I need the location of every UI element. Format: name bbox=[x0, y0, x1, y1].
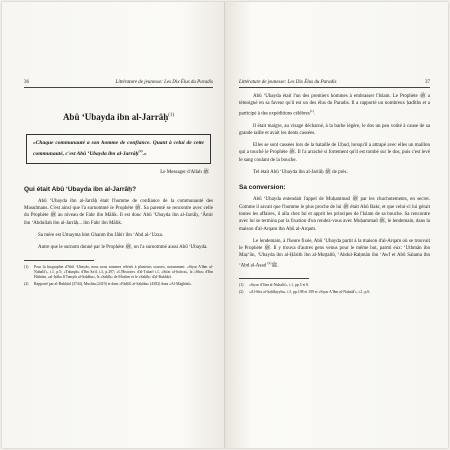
footnote bbox=[24, 282, 213, 287]
right-page bbox=[225, 2, 448, 448]
book-spread bbox=[2, 2, 448, 448]
section-heading-who: Qui était Abû ‘Ubayda ibn al-Jarrâḥ? bbox=[24, 185, 137, 193]
quote-attribution: Le Messager d'Allah ﷺ bbox=[160, 169, 209, 175]
footnote-text: Pour la biographie d'Abû ‘Ubayda, nous nous sommes référés à plusieurs sources, notamment: «Siyar A'lâm al-Nubalâ'», t.1, p.5; «Ṭabaqât» d'Ibn Sa'd, t.3, p.297; «L'Histoire» d'al-Ṭabarî t.1, «Ṣifat al-Ṣafwa», la «Sîra» d'Ibn Hishâm, «al-Iṣâba fî Tamyîz al-Ṣaḥâba», le «Ṣaḥîḥ» de Muslim et le «Ṣaḥîḥ» d'al-Bukhârî. bbox=[34, 264, 213, 279]
paragraph: Autre que le surnom donné par le Prophète ﷺ, on l'a surnommé aussi Abû ‘Ubayda. bbox=[38, 245, 208, 251]
right-running-title: Littérature de jeunesse: Les Dix Élus du Paradis bbox=[239, 80, 337, 85]
paragraph bbox=[239, 238, 430, 270]
left-footnotes bbox=[24, 265, 213, 287]
paragraph bbox=[239, 93, 430, 118]
left-running-title: Littérature de jeunesse: Les Dix Élus du Paradis bbox=[115, 80, 213, 85]
paragraph-text: Le lendemain, à l'heure fixée, Abû ‘Ubayda partit à la maison d'al-Arqam où se trouvait le Prophète ﷺ. Il y trouva d'autres gens venus pour le même but, parmi eux: ‘Uthmân ibn Maẓ‘ûn, ‘Ubayda ibn al-Ḥârith ibn al-Muṭṭalib, ‘Abdul-Raḥmân ibn ‘Awf et Abû Salama ibn ‘Abd al-Asad ﷺ bbox=[239, 238, 430, 269]
paragraph: Abû ‘Ubayda ibn al-Jarrâḥ était l'homme de confiance de la communauté des Musulmans. C'est ainsi que l'a surnommé le Prophète ﷺ. Sa parenté se rencontre avec celle du Prophète ﷺ au niveau de Fahr ibn Mâlik. Il est donc Abû ‘Ubayda ibn al-Jarrâḥ, ‘Âmir ibn ‘Abdullah ibn al-Jarrâḥ... ibn Fahr ibn Mâlik. bbox=[24, 198, 213, 226]
left-page bbox=[2, 2, 225, 448]
footnote-ref: (2) bbox=[267, 260, 272, 265]
paragraph: Tel était Abû ‘Ubayda ibn al-Jarrâḥ ﷺ de près. bbox=[253, 170, 348, 176]
paragraph-end: . bbox=[277, 263, 279, 269]
paragraph-text: Abû ‘Ubayda était l'un des premiers hommes à embrasser l'Islam. Le Prophète ﷺ a témoigné en sa faveur qu'il est un des élus du Paradis. Il a rapporté un nombreux ḥadîths et a participé à des expéditions célèbres bbox=[239, 94, 430, 117]
footnote-divider bbox=[239, 278, 309, 279]
hadith-quote-text: «Chaque communauté a son homme de confiance. Quant à celui de cette communauté, c'est Abû ‘Ubayda ibn al-Jarrâḥ bbox=[33, 140, 204, 157]
paragraph: Il était maigre, au visage décharné, à la barbe légère, le dos un peu voûté à cause de sa grande taille et avait les dents cassées. bbox=[239, 123, 430, 136]
footnote-number: (2) bbox=[239, 289, 244, 294]
footnote-number: (1) bbox=[239, 282, 244, 287]
footnote-number: (1) bbox=[24, 264, 29, 269]
right-page-number: 37 bbox=[425, 80, 430, 85]
footnote-text: «Siyar A'lâm al-Nubalâ'», t.1, pp.5 et 8. bbox=[249, 282, 310, 287]
paragraph: Abû ‘Ubayda entendait l'appel de Muḥammad ﷺ par les chuchotements, en secret. Comme il savait que l'homme le plus proche de lui ﷺ était Abû Bakr, et que celui-ci lui gérait toutes les affaires, il alla chez lui et apprit les principes de l'Islam de sa bouche. Sa rencontre avec lui se termina par la fixation d'un rendez-vous avec Muḥammad ﷺ, le lendemain, dans la maison d'al-Arqam ibn Abû al-Arqam. bbox=[239, 197, 430, 232]
section-heading-conversion: Sa conversion: bbox=[239, 184, 286, 192]
footnote-ref: (1) bbox=[309, 108, 314, 113]
left-page-header bbox=[24, 80, 213, 88]
left-page-number: 36 bbox=[24, 80, 29, 85]
chapter-title-text: Abû ‘Ubayda ibn al-Jarrâḥ bbox=[62, 112, 169, 122]
right-page-header bbox=[239, 80, 430, 88]
footnote bbox=[239, 283, 430, 288]
paragraph: Sa mère est Umayma bint Ghanm ibn Jâbir ibn ‘Abd al-‘Uzza. bbox=[38, 233, 164, 239]
chapter-title bbox=[24, 112, 213, 122]
hadith-quote-end: .» bbox=[142, 150, 147, 157]
paragraph-end: . bbox=[313, 111, 316, 117]
footnote-text: Rapporté par al-Bukhârî (3744), Muslim (2419) et dans «Fâḍâ'il al-Ṣaḥâba» (4382) dans «Al-Maghâzî». bbox=[34, 281, 193, 286]
right-footnotes bbox=[239, 283, 430, 295]
chapter-title-note: (1) bbox=[168, 113, 175, 118]
footnote bbox=[24, 265, 213, 280]
hadith-quote-note: (2) bbox=[138, 148, 143, 153]
paragraph: Elles se sont cassées lors de la bataille de Uḥud, lorsqu'il a attrapé avec elles un maillon qui a touché le Prophète ﷺ. Il l'a arraché si fortement qu'il est tombé sur le dos, puis c'est levé le sang coulant de la bouche. bbox=[239, 143, 430, 163]
footnote-text: «Al-Sîra al-Ṣaḥîḥiyyîn», t.5, pp.198 et 199 et «Siyar A'lâm al-Nubalâ'», t.1, p.6. bbox=[249, 289, 371, 294]
footnote-divider bbox=[24, 260, 94, 261]
hadith-quote-box bbox=[26, 134, 211, 164]
footnote bbox=[239, 290, 430, 295]
footnote-number: (2) bbox=[24, 281, 29, 286]
